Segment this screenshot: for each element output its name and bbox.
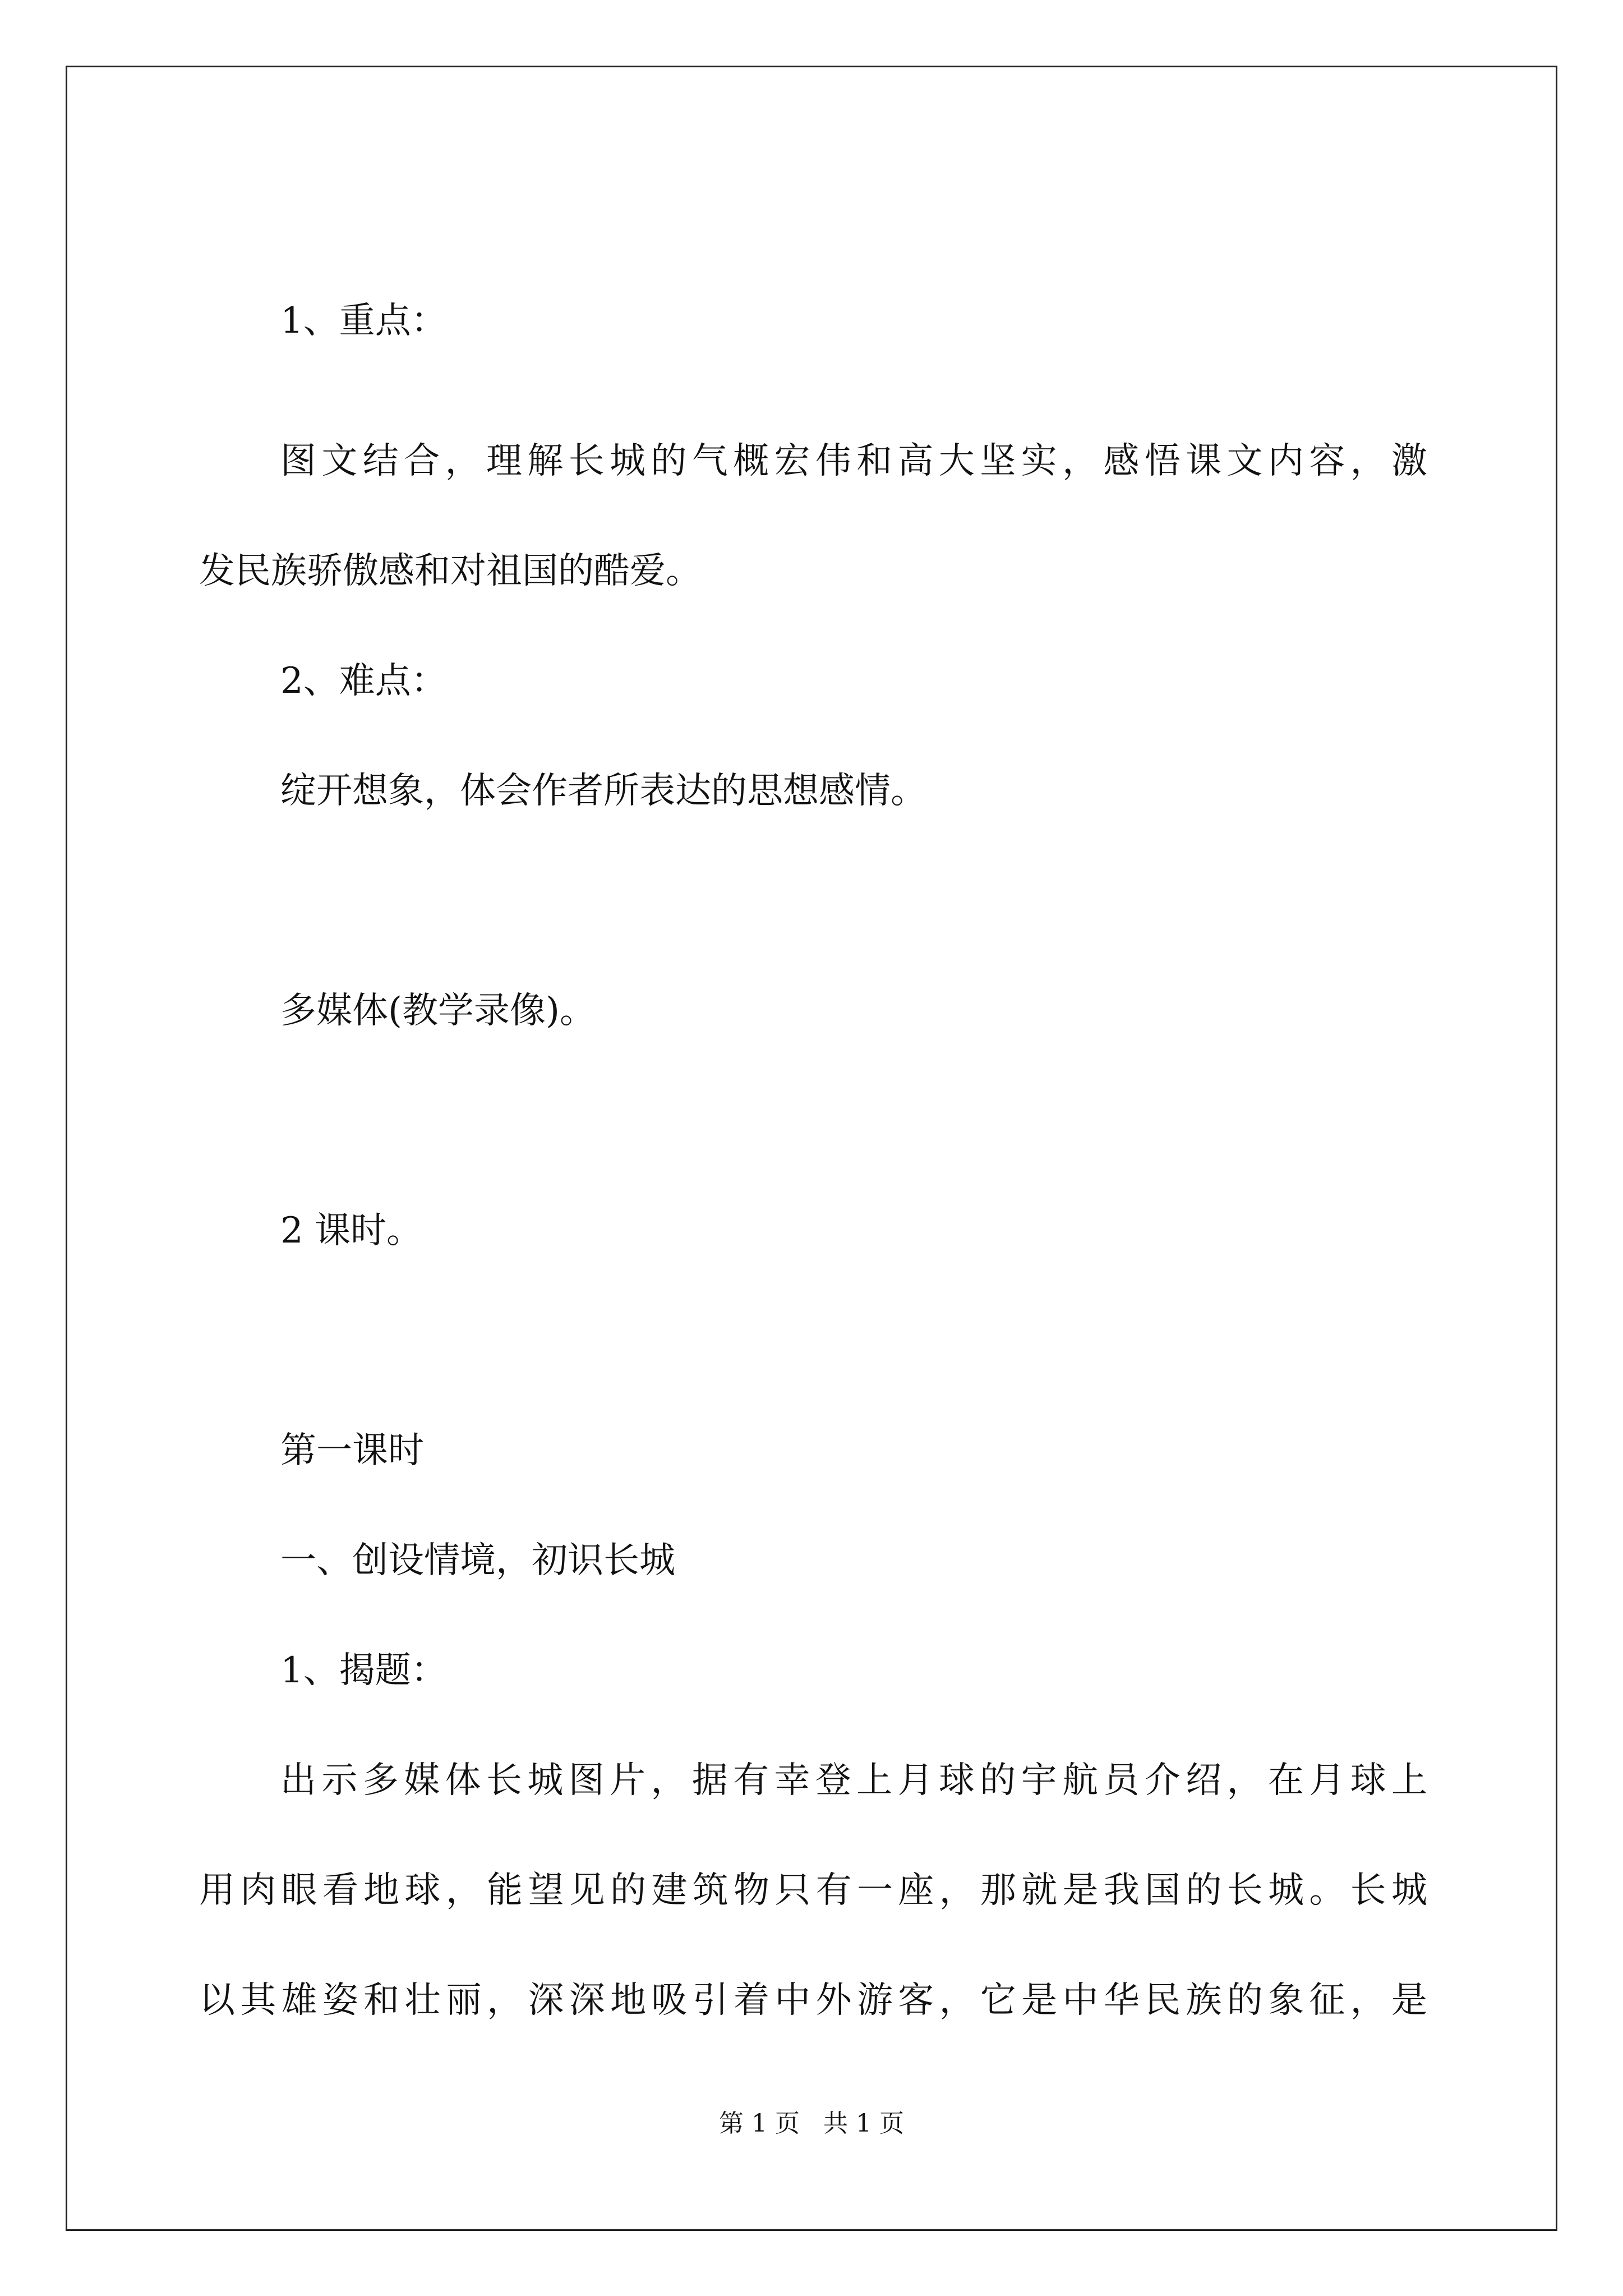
item-heading: 1、揭题： (280, 1650, 447, 1691)
page-footer (0, 2108, 1623, 2139)
paragraph-line: 绽开想象，体会作者所表达的思想感情。 (280, 770, 926, 812)
paragraph-line: 多媒体(教学录像)。 (280, 990, 596, 1032)
page-number: 第 1 页 (719, 2109, 800, 2138)
paragraph-line: 图文结合，理解长城的气概宏伟和高大坚实，感悟课文内容，激 (280, 440, 1427, 482)
section-subheading: 一、创设情境，初识长城 (280, 1540, 675, 1581)
paragraph-line: 用肉眼看地球，能望见的建筑物只有一座，那就是我国的长城。长城 (199, 1870, 1427, 1911)
paragraph-line: 以其雄姿和壮丽，深深地吸引着中外游客，它是中华民族的象征，是 (199, 1980, 1427, 2021)
paragraph-line: 2 课时。 (280, 1210, 423, 1251)
paragraph-line: 出示多媒体长城图片，据有幸登上月球的宇航员介绍，在月球上 (280, 1760, 1427, 1801)
section-heading: 第一课时 (280, 1430, 424, 1471)
heading-key-points: 1、重点： (280, 300, 447, 342)
page-total: 共 1 页 (823, 2109, 904, 2138)
heading-difficult-points: 2、难点： (280, 660, 447, 702)
paragraph-line: 发民族骄傲感和对祖国的酷爱。 (199, 550, 702, 592)
